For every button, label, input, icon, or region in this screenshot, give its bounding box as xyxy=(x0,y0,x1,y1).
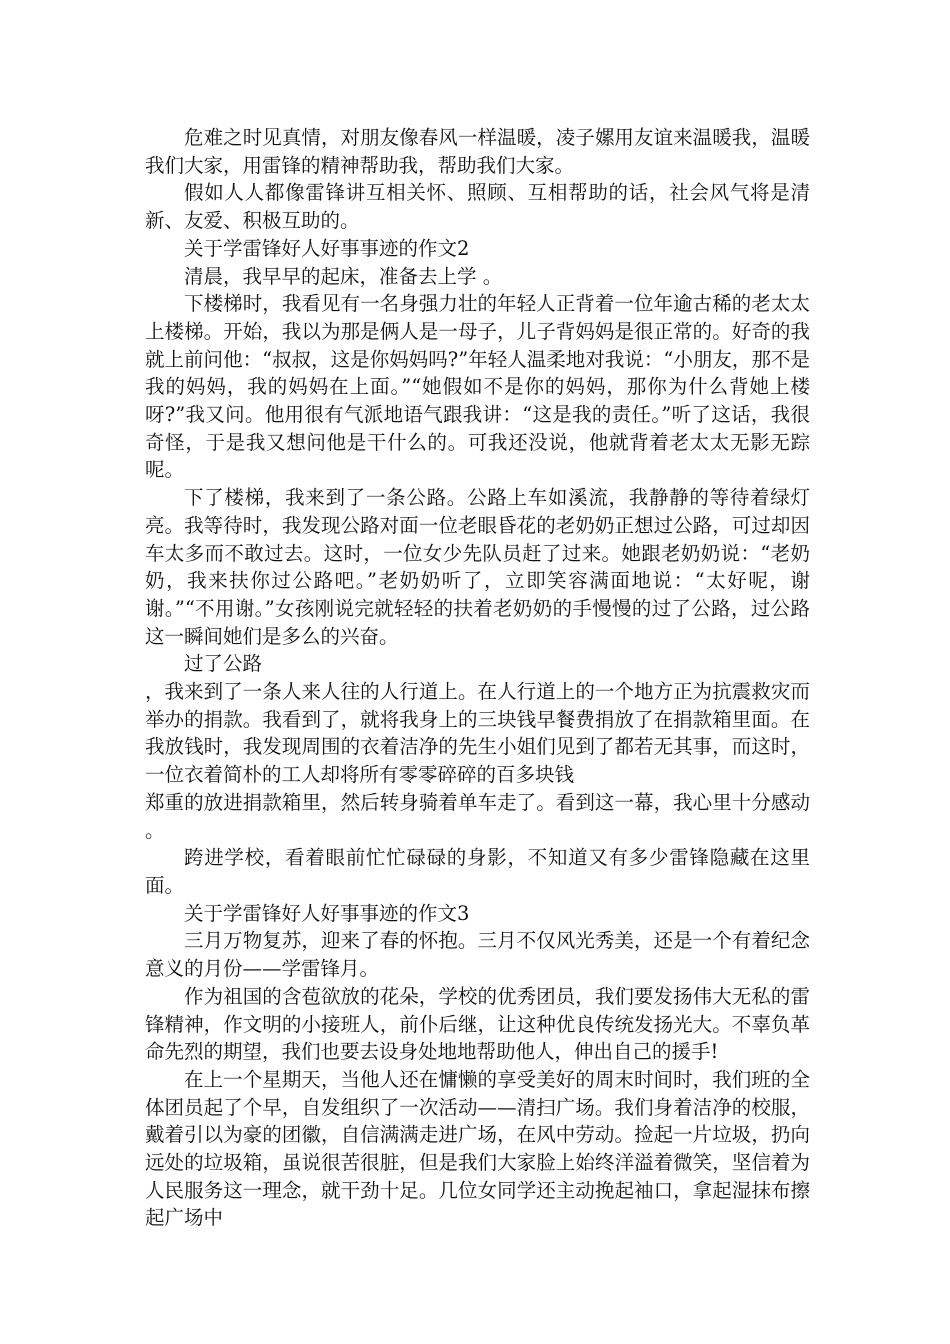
section-title: 关于学雷锋好人好事事迹的作文2 xyxy=(184,236,470,260)
section-title: 关于学雷锋好人好事事迹的作文3 xyxy=(184,901,470,925)
paragraph: 跨进学校，看着眼前忙忙碌碌的身影，不知道又有多少雷锋隐藏在这里面。 xyxy=(145,846,810,897)
paragraph: 下楼梯时，我看见有一名身强力壮的年轻人正背着一位年逾古稀的老太太上楼梯。开始，我以为那是俩人是一母子，儿子背妈妈是很正常的。好奇的我就上前问他：“叔叔，这是你妈妈吗?”年轻人温柔地对我说：“小朋友，那不是我的妈妈，我的妈妈在上面。”“她假如不是你的妈妈，那你为什么背她上楼呀?”我又问。他用很有气派地语气跟我讲：“这是我的责任。”听了这话，我很奇怪，于是我又想问他是干什么的。可我还没说，他就背着老太太无影无踪呢。 xyxy=(145,292,810,482)
paragraph: ，我来到了一条人来人往的人行道上。在人行道上的一个地方正为抗震救灾而举办的捐款。我看到了，就将我身上的三块钱早餐费捐放了在捐款箱里面。在我放钱时，我发现周围的衣着洁净的先生小姐们见到了都若无其事，而这时，一位衣着简朴的工人却将所有零零碎碎的百多块钱 xyxy=(145,680,810,787)
paragraph: 三月万物复苏，迎来了春的怀抱。三月不仅风光秀美，还是一个有着纪念意义的月份——学雷锋月。 xyxy=(145,929,810,981)
paragraph: 在上一个星期天，当他人还在慵懒的享受美好的周末时间时，我们班的全体团员起了个早，自发组织了一次活动——清扫广场。我们身着洁净的校服，戴着引以为豪的团徽，自信满满走进广场，在风中劳动。捡起一片垃圾，扔向远处的垃圾箱，虽说很苦很脏，但是我们大家脸上始终洋溢着微笑，坚信着为人民服务这一理念，就干劲十足。几位女同学还主动挽起袖口，拿起湿抹布擦起广场中 xyxy=(145,1067,810,1230)
paragraph: 假如人人都像雷锋讲互相关怀、照顾、互相帮助的话，社会风气将是清新、友爱、积极互助的。 xyxy=(145,181,810,233)
paragraph: 过了公路 xyxy=(184,652,263,676)
paragraph: 清晨，我早早的起床，准备去上学 。 xyxy=(184,264,503,288)
document-page xyxy=(145,124,810,1232)
paragraph: 郑重的放进捐款箱里，然后转身骑着单车走了。看到这一幕，我心里十分感动 。 xyxy=(145,790,810,842)
paragraph: 危难之时见真情，对朋友像春风一样温暖，凌子嫘用友谊来温暖我，温暖我们大家，用雷锋的精神帮助我，帮助我们大家。 xyxy=(145,126,810,177)
paragraph: 作为祖国的含苞欲放的花朵，学校的优秀团员，我们要发扬伟大无私的雷锋精神，作文明的小接班人，前仆后继，让这种优良传统发扬光大。不辜负革命先烈的期望，我们也要去设身处地地帮助他人，伸出自己的援手! xyxy=(145,984,810,1064)
paragraph: 下了楼梯，我来到了一条公路。公路上车如溪流，我静静的等待着绿灯亮。我等待时，我发现公路对面一位老眼昏花的老奶奶正想过公路，可过却因车太多而不敢过去。这时，一位女少先队员赶了过来。她跟老奶奶说：“老奶奶，我来扶你过公路吧。”老奶奶听了，立即笑容满面地说：“太好呢，谢谢。”“不用谢。”女孩刚说完就轻轻的扶着老奶奶的手慢慢的过了公路，过公路这一瞬间她们是多么的兴奋。 xyxy=(145,486,810,648)
